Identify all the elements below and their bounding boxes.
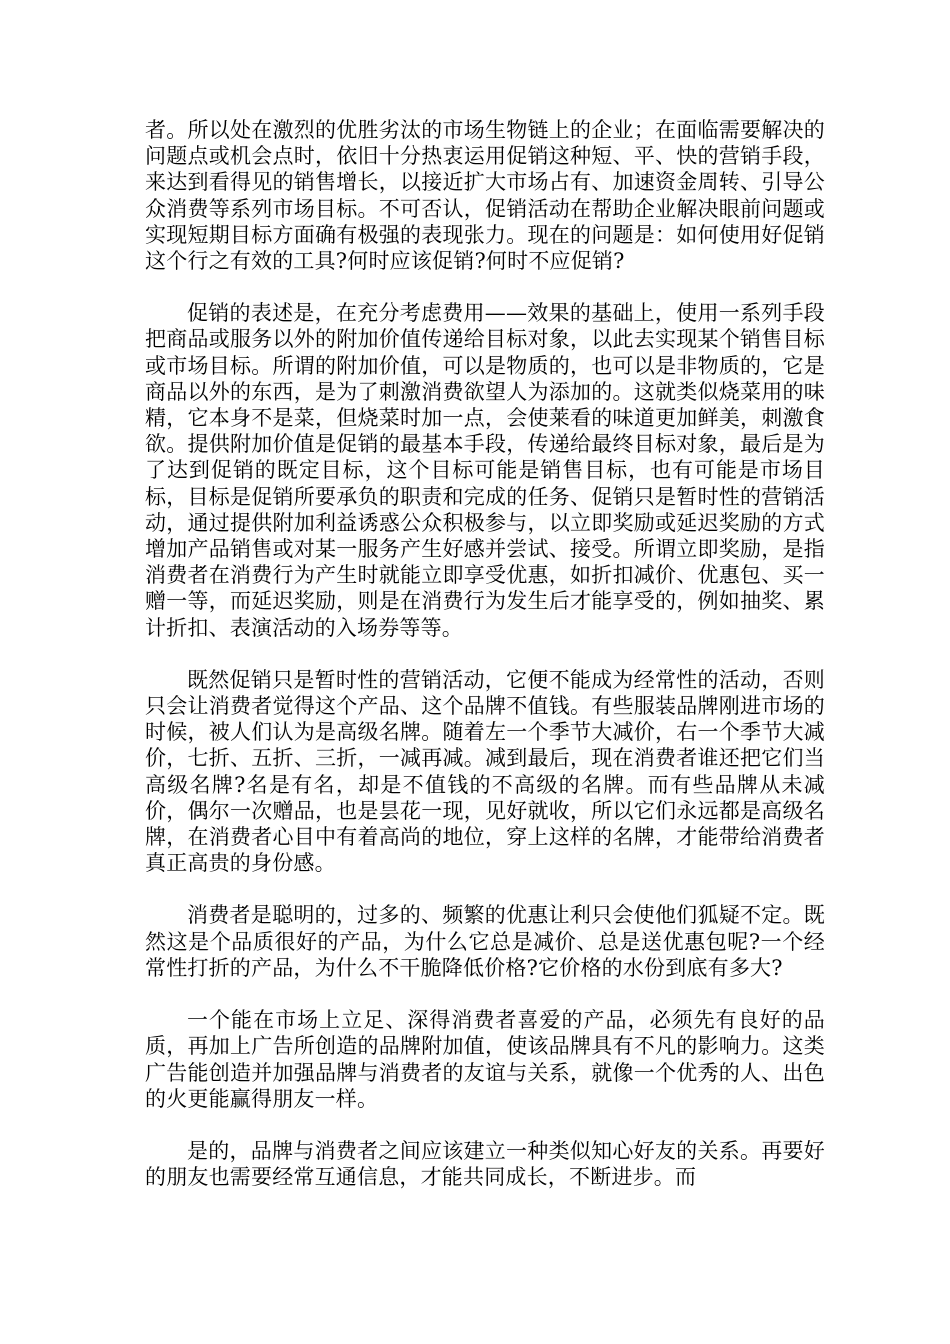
paragraph-brand-friendship: 是的，品牌与消费者之间应该建立一种类似知心好友的关系。再要好的朋友也需要经常互通信息，才能共同成长，不断进步。而 [145,1138,825,1190]
paragraph-continuation: 者。所以处在激烈的优胜劣汰的市场生物链上的企业；在面临需要解决的问题点或机会点时，依旧十分热衷运用促销这种短、平、快的营销手段，来达到看得见的销售增长，以接近扩大市场占有、加速资金周转、引导公众消费等系列市场目标。不可否认，促销活动在帮助企业解决眼前问题或实现短期目标方面确有极强的表现张力。现在的问题是：如何使用好促销这个行之有效的工具?何时应该促销?何时不应促销? [145,118,825,274]
paragraph-brand-value: 一个能在市场上立足、深得消费者喜爱的产品，必须先有良好的品质，再加上广告所创造的品牌附加值，使该品牌具有不凡的影响力。这类广告能创造并加强品牌与消费者的友谊与关系，就像一个优秀的人、出色的火更能赢得朋友一样。 [145,1008,825,1111]
paragraph-promotion-definition: 促销的表述是，在充分考虑费用——效果的基础上，使用一系列手段把商品或服务以外的附加价值传递给目标对象，以此去实现某个销售目标或市场目标。所谓的附加价值，可以是物质的，也可以是非物质的，它是商品以外的东西，是为了刺激消费欲望人为添加的。这就类似烧菜用的味精，它本身不是菜，但烧菜时加一点，会使莱看的味道更加鲜美，刺激食欲。提供附加价值是促销的最基本手段，传递给最终目标对象，最后是为了达到促销的既定目标，这个目标可能是销售目标，也有可能是市场目标，目标是促销所要承负的职责和完成的任务、促销只是暂时性的营销活动，通过提供附加利益诱惑公众积极参与，以立即奖励或延迟奖励的方式增加产品销售或对某一服务产生好感并尝试、接受。所谓立即奖励，是指消费者在消费行为产生时就能立即享受优惠，如折扣减价、优惠包、买一赠一等，而延迟奖励，则是在消费行为发生后才能享受的，例如抽奖、累计折扣、表演活动的入场券等等。 [145,301,825,640]
document-page [145,117,825,1216]
paragraph-temporary-activity: 既然促销只是暂时性的营销活动，它便不能成为经常性的活动，否则只会让消费者觉得这个产品、这个品牌不值钱。有些服装品牌刚进市场的时候，被人们认为是高级名牌。随着左一个季节大减价，右一个季节大减价，七折、五折、三折，一减再减。减到最后，现在消费者谁还把它们当高级名牌?名是有名，却是不值钱的不高级的名牌。而有些品牌从未减价，偶尔一次赠品，也是昙花一现，见好就收，所以它们永远都是高级名牌，在消费者心目中有着高尚的地位，穿上这样的名牌，才能带给消费者真正高贵的身份感。 [145,667,825,876]
paragraph-consumer-doubt: 消费者是聪明的，过多的、频繁的优惠让利只会使他们狐疑不定。既然这是个品质很好的产品，为什么它总是减价、总是送优惠包呢?一个经常性打折的产品，为什么不干脆降低价格?它价格的水份到底有多大? [145,903,825,980]
